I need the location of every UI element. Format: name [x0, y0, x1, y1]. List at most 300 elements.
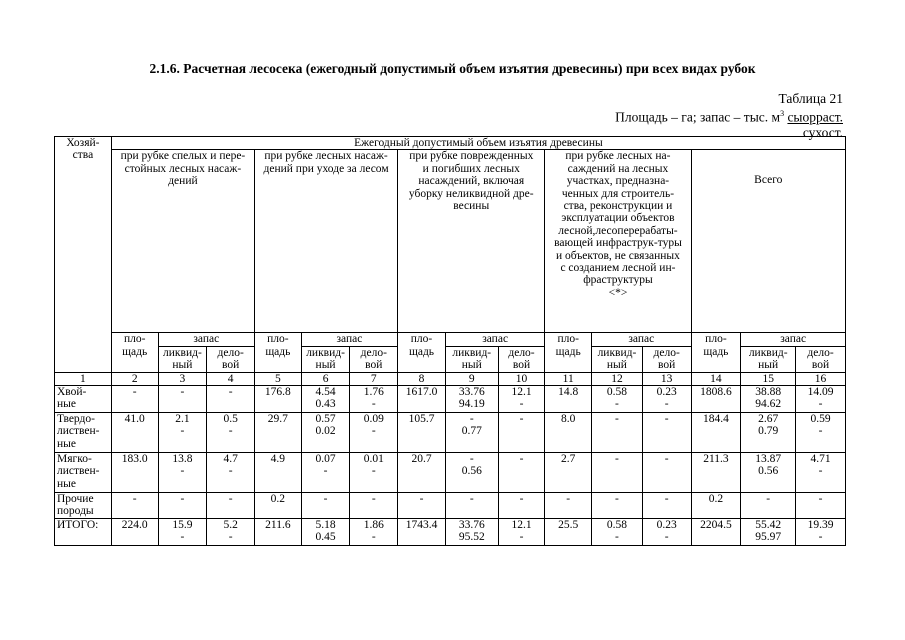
- data-cell: [445, 493, 498, 519]
- column-number: 7: [350, 372, 398, 385]
- cell-line: 13.87: [755, 453, 782, 466]
- cell-line: 0.57: [315, 413, 336, 426]
- cell-line: -: [180, 493, 185, 506]
- header-main-title: Ежегодный допустимый объем изъятия древесины: [111, 137, 845, 150]
- units-superscript: 3: [780, 109, 785, 118]
- data-cell: [642, 518, 691, 545]
- units-text: Площадь – га; запас – тыс. м: [615, 109, 781, 125]
- cell-line: 1617.0: [405, 386, 438, 399]
- data-cell: [592, 493, 643, 519]
- cell-line: ные: [57, 437, 76, 450]
- cell-line: дело-: [807, 346, 834, 359]
- column-number: 8: [398, 372, 446, 385]
- cell-line: 211.3: [703, 453, 729, 466]
- header-farm: [55, 137, 112, 347]
- cell-line: щадь: [703, 345, 729, 358]
- data-cell: [301, 386, 350, 413]
- cell-line: 0.23: [656, 386, 677, 399]
- cell-line: фраструктуры: [583, 274, 653, 287]
- cell-line: участках, предназна-: [566, 175, 670, 188]
- units-underlined: сыорраст.: [787, 109, 843, 125]
- section-heading: 2.1.6. Расчетная лесосека (ежегодный допустимый объем изъятия древесины) при всех видах рубок: [149, 61, 756, 76]
- cell-line: 0.5: [223, 413, 238, 426]
- cell-line: -: [615, 413, 619, 426]
- data-cell: [445, 413, 498, 453]
- cell-line: -: [615, 531, 619, 544]
- cell-line: 0.79: [758, 425, 779, 438]
- header-area: [255, 333, 302, 372]
- header-group: [398, 150, 545, 333]
- data-cell: [741, 493, 796, 519]
- data-cell: [111, 493, 158, 519]
- cell-line: дений при уходе за лесом: [263, 162, 389, 175]
- cell-line: -: [371, 531, 376, 544]
- column-number: 3: [158, 372, 207, 385]
- data-cell: [350, 453, 398, 493]
- data-cell: [592, 413, 643, 453]
- cell-line: 94.62: [755, 398, 782, 411]
- cell-line: -: [180, 531, 185, 544]
- cell-line: 55.42: [755, 518, 782, 531]
- data-cell: [398, 518, 446, 545]
- data-cell: [691, 453, 741, 493]
- cell-line: листвен-: [57, 465, 100, 478]
- cell-line: дело-: [508, 346, 535, 359]
- table-row: [55, 413, 846, 453]
- data-cell: [398, 386, 446, 413]
- cell-line: -: [228, 465, 233, 478]
- cell-line: ные: [57, 398, 76, 411]
- cell-line: ликвид-: [748, 346, 788, 359]
- cell-line: 12.1: [511, 518, 532, 531]
- header-business: [350, 346, 398, 372]
- cell-line: 25.5: [558, 518, 579, 531]
- header-business: [796, 346, 846, 372]
- cell-line: -: [818, 398, 823, 411]
- cell-line: -: [818, 425, 823, 438]
- data-cell: [398, 493, 446, 519]
- data-cell: [642, 493, 691, 519]
- data-cell: [796, 518, 846, 545]
- cell-line: -: [519, 398, 524, 411]
- cell-line: -: [664, 531, 669, 544]
- data-cell: [545, 493, 592, 519]
- data-cell: [255, 386, 302, 413]
- data-cell: [111, 386, 158, 413]
- column-number: 4: [207, 372, 255, 385]
- data-cell: [545, 453, 592, 493]
- cell-line: ликвид-: [597, 346, 637, 359]
- data-cell: [158, 493, 207, 519]
- cell-line: -: [818, 465, 823, 478]
- data-cell: [691, 493, 741, 519]
- header-liquid: [301, 346, 350, 372]
- data-cell: [796, 413, 846, 453]
- cell-line: ный: [315, 359, 336, 372]
- data-cell: [741, 453, 796, 493]
- data-cell: [158, 386, 207, 413]
- table-caption: [615, 91, 843, 140]
- cell-line: при рубке лесных на-: [565, 150, 671, 163]
- cell-line: 95.97: [755, 531, 782, 544]
- data-cell: [545, 386, 592, 413]
- cell-line: щадь: [265, 345, 291, 358]
- data-cell: [498, 386, 545, 413]
- data-cell: [255, 453, 302, 493]
- header-stock: запас: [741, 333, 846, 346]
- data-cell: [301, 413, 350, 453]
- data-cell: [301, 518, 350, 545]
- cell-line: ства: [72, 149, 94, 162]
- cell-line: ИТОГО:: [57, 518, 99, 531]
- cell-line: -: [180, 465, 185, 478]
- data-cell: [592, 518, 643, 545]
- cell-line: -: [664, 398, 669, 411]
- cell-line: -: [615, 398, 619, 411]
- cell-line: -: [519, 453, 524, 466]
- cell-line: 4.9: [270, 453, 286, 466]
- cell-line: 0.2: [270, 493, 286, 506]
- cell-line: -: [228, 531, 233, 544]
- data-cell: [545, 413, 592, 453]
- cell-line: Твердо-: [57, 413, 95, 426]
- data-cell: [741, 413, 796, 453]
- cell-line: 211.6: [265, 518, 291, 531]
- cell-line: дело-: [360, 346, 387, 359]
- column-number: 9: [445, 372, 498, 385]
- cell-line: -: [615, 453, 619, 466]
- cell-line: -: [664, 413, 669, 426]
- cell-line: 38.88: [755, 386, 782, 399]
- cell-line: уборку неликвидной дре-: [408, 187, 534, 200]
- cell-line: ный: [172, 359, 193, 372]
- column-number: 13: [642, 372, 691, 385]
- header-area: [111, 333, 158, 372]
- data-cell: [592, 453, 643, 493]
- cell-line: -: [228, 425, 233, 438]
- cell-line: -: [180, 425, 185, 438]
- cell-line: насаждений, включая: [418, 175, 525, 188]
- data-cell: [498, 413, 545, 453]
- column-number: 1: [55, 372, 112, 385]
- cell-line: 12.1: [511, 386, 532, 399]
- data-cell: [445, 386, 498, 413]
- row-label: [55, 386, 112, 413]
- cell-line: щадь: [122, 345, 148, 358]
- data-cell: [255, 493, 302, 519]
- cell-line: при рубке поврежденных: [409, 150, 534, 163]
- cell-line: 0.58: [606, 518, 627, 531]
- cell-line: 19.39: [807, 518, 834, 531]
- cell-line: 33.76: [458, 386, 485, 399]
- cell-line: -: [180, 386, 185, 399]
- cell-line: 2.7: [561, 453, 576, 466]
- cell-line: -: [818, 493, 823, 506]
- cell-line: 0.77: [461, 425, 482, 438]
- table-number: Таблица 21: [778, 91, 843, 106]
- cell-line: ликвид-: [306, 346, 345, 359]
- cell-line: 0.02: [315, 425, 336, 438]
- cell-line: 95.52: [458, 531, 485, 544]
- data-cell: [592, 386, 643, 413]
- cell-line: ный: [461, 359, 482, 372]
- cell-line: -: [469, 453, 474, 466]
- cell-line: весины: [453, 200, 490, 213]
- table-row: [55, 493, 846, 519]
- cell-line: -: [228, 493, 233, 506]
- data-cell: [642, 386, 691, 413]
- cell-line: при рубке лесных насаж-: [264, 150, 388, 163]
- table-body: [55, 137, 846, 546]
- data-cell: [350, 518, 398, 545]
- cell-line: ликвид-: [452, 346, 492, 359]
- cell-line: 41.0: [124, 413, 145, 426]
- cell-line: 2.67: [758, 413, 779, 426]
- cell-line: при рубке спелых и пере-: [120, 150, 246, 163]
- column-number: 2: [111, 372, 158, 385]
- cell-line: 14.8: [558, 386, 579, 399]
- header-business: [207, 346, 255, 372]
- data-cell: [445, 518, 498, 545]
- header-farm-cont: [55, 346, 112, 372]
- cell-line: -: [371, 465, 376, 478]
- header-group: [545, 150, 691, 333]
- cell-line: ликвид-: [163, 346, 202, 359]
- cell-line: 29.7: [267, 413, 288, 426]
- cell-line: 1808.6: [700, 386, 732, 399]
- cell-line: вой: [658, 359, 676, 372]
- cell-line: 5.2: [223, 518, 238, 531]
- units-line-2: сухост.: [802, 124, 843, 140]
- data-cell: [498, 518, 545, 545]
- cell-line: 5.18: [315, 518, 336, 531]
- cell-line: 0.07: [315, 453, 336, 466]
- data-cell: [691, 386, 741, 413]
- header-group: [691, 150, 845, 333]
- data-cell: [796, 493, 846, 519]
- cell-line: 0.45: [315, 531, 336, 544]
- header-area: [545, 333, 592, 372]
- cell-line: лесной,лесоперерабаты-: [558, 224, 678, 237]
- cell-line: вой: [222, 359, 240, 372]
- header-business: [498, 346, 545, 372]
- data-cell: [741, 518, 796, 545]
- data-cell: [398, 413, 446, 453]
- header-row-sub: [55, 333, 846, 346]
- cell-line: Хвой-: [57, 386, 87, 399]
- cell-line: 33.76: [458, 518, 485, 531]
- cell-line: саждений на лесных: [567, 162, 669, 175]
- cell-line: 0.56: [758, 465, 779, 478]
- data-cell: [207, 518, 255, 545]
- data-cell: [796, 386, 846, 413]
- cell-line: 0.59: [810, 413, 831, 426]
- cell-line: Прочие: [57, 493, 94, 506]
- column-number: 15: [741, 372, 796, 385]
- data-cell: [498, 493, 545, 519]
- cell-line: 0.43: [315, 398, 336, 411]
- column-number: 12: [592, 372, 643, 385]
- cell-line: -: [132, 386, 137, 399]
- data-cell: [691, 518, 741, 545]
- cell-line: 184.4: [702, 413, 729, 426]
- cell-line: 4.71: [810, 453, 831, 466]
- header-group: [111, 150, 254, 333]
- cell-line: 1.76: [363, 386, 384, 399]
- header-liquid: [741, 346, 796, 372]
- data-cell: [350, 386, 398, 413]
- harvest-table: [54, 136, 846, 546]
- header-liquid: [592, 346, 643, 372]
- row-label: [55, 493, 112, 519]
- cell-line: -: [519, 493, 524, 506]
- data-cell: [255, 413, 302, 453]
- header-stock: запас: [445, 333, 544, 346]
- header-stock: запас: [301, 333, 397, 346]
- units-line: [615, 106, 843, 125]
- cell-line: 0.2: [708, 493, 724, 506]
- cell-line: 224.0: [121, 518, 148, 531]
- data-cell: [301, 493, 350, 519]
- cell-line: дело-: [653, 346, 680, 359]
- header-stock: запас: [592, 333, 691, 346]
- header-business: [642, 346, 691, 372]
- cell-line: 0.09: [363, 413, 384, 426]
- cell-line: листвен-: [57, 425, 100, 438]
- cell-line: -: [818, 531, 823, 544]
- cell-line: -: [566, 493, 571, 506]
- data-cell: [350, 493, 398, 519]
- data-cell: [545, 518, 592, 545]
- cell-line: пло-: [705, 333, 727, 346]
- cell-line: -: [615, 493, 619, 506]
- data-cell: [398, 453, 446, 493]
- cell-line: -: [519, 413, 524, 426]
- cell-line: -: [371, 425, 376, 438]
- column-number: 14: [691, 372, 741, 385]
- data-cell: [445, 453, 498, 493]
- cell-line: ный: [606, 359, 627, 372]
- cell-line: вой: [811, 359, 830, 372]
- data-cell: [111, 413, 158, 453]
- column-number: 10: [498, 372, 545, 385]
- header-row-numbers: [55, 372, 846, 385]
- data-cell: [207, 386, 255, 413]
- header-row-groups: [55, 150, 846, 333]
- header-area: [691, 333, 741, 372]
- cell-line: и погибших лесных: [422, 162, 520, 175]
- data-cell: [350, 413, 398, 453]
- cell-line: -: [323, 465, 328, 478]
- cell-line: вающей инфраструк-туры: [554, 237, 682, 250]
- header-group: [255, 150, 398, 333]
- data-cell: [111, 453, 158, 493]
- cell-line: Хозяй-: [66, 137, 100, 149]
- cell-line: с созданием лесной ин-: [560, 262, 676, 275]
- cell-line: Всего: [754, 174, 783, 187]
- cell-line: Мягко-: [57, 453, 92, 466]
- data-cell: [158, 413, 207, 453]
- cell-line: 176.8: [264, 386, 291, 399]
- cell-line: -: [371, 493, 376, 506]
- data-cell: [498, 453, 545, 493]
- cell-line: 0.23: [656, 518, 677, 531]
- cell-line: -: [766, 493, 771, 506]
- cell-line: щадь: [555, 345, 581, 358]
- data-cell: [158, 453, 207, 493]
- data-cell: [111, 518, 158, 545]
- cell-line: ные: [57, 477, 76, 490]
- cell-line: -: [323, 493, 328, 506]
- cell-line: пло-: [557, 333, 579, 346]
- cell-line: 13.8: [172, 453, 193, 466]
- data-cell: [691, 413, 741, 453]
- cell-line: -: [664, 493, 669, 506]
- cell-line: <*>: [608, 286, 628, 299]
- data-cell: [255, 518, 302, 545]
- cell-line: ства, реконструкции и: [563, 200, 673, 213]
- cell-line: эксплуатации объектов: [561, 212, 675, 225]
- cell-line: -: [419, 493, 424, 506]
- cell-line: -: [132, 493, 137, 506]
- cell-line: 15.9: [172, 518, 193, 531]
- cell-line: стойных лесных насаж-: [124, 162, 242, 175]
- data-cell: [301, 453, 350, 493]
- header-area: [398, 333, 446, 372]
- cell-line: породы: [57, 505, 94, 518]
- cell-line: вой: [512, 359, 531, 372]
- cell-line: -: [371, 398, 376, 411]
- cell-line: 4.54: [315, 386, 336, 399]
- cell-line: -: [664, 453, 669, 466]
- cell-line: ный: [758, 359, 779, 372]
- cell-line: щадь: [408, 345, 435, 358]
- column-number: 5: [255, 372, 302, 385]
- cell-line: 105.7: [408, 413, 435, 426]
- table-row: [55, 453, 846, 493]
- header-row-title: [55, 137, 846, 150]
- column-number: 6: [301, 372, 350, 385]
- cell-line: пло-: [123, 333, 146, 346]
- cell-line: 4.7: [223, 453, 238, 466]
- column-number: 11: [545, 372, 592, 385]
- row-label: [55, 453, 112, 493]
- cell-line: 94.19: [458, 398, 485, 411]
- cell-line: пло-: [267, 333, 289, 346]
- cell-line: дений: [168, 175, 198, 188]
- data-cell: [741, 386, 796, 413]
- header-liquid: [158, 346, 207, 372]
- cell-line: пло-: [410, 333, 433, 346]
- header-stock: запас: [158, 333, 254, 346]
- row-label: [55, 518, 112, 545]
- data-cell: [642, 453, 691, 493]
- cell-line: 20.7: [411, 453, 432, 466]
- data-cell: [796, 453, 846, 493]
- data-cell: [642, 413, 691, 453]
- cell-line: и объектов, не связанных: [556, 249, 680, 262]
- cell-line: 2.1: [175, 413, 190, 426]
- cell-line: вой: [365, 359, 383, 372]
- data-cell: [207, 413, 255, 453]
- data-cell: [207, 493, 255, 519]
- header-liquid: [445, 346, 498, 372]
- cell-line: 1743.4: [405, 518, 438, 531]
- cell-line: 2204.5: [700, 518, 732, 531]
- cell-line: 0.58: [606, 386, 627, 399]
- data-cell: [158, 518, 207, 545]
- cell-line: 8.0: [561, 413, 576, 426]
